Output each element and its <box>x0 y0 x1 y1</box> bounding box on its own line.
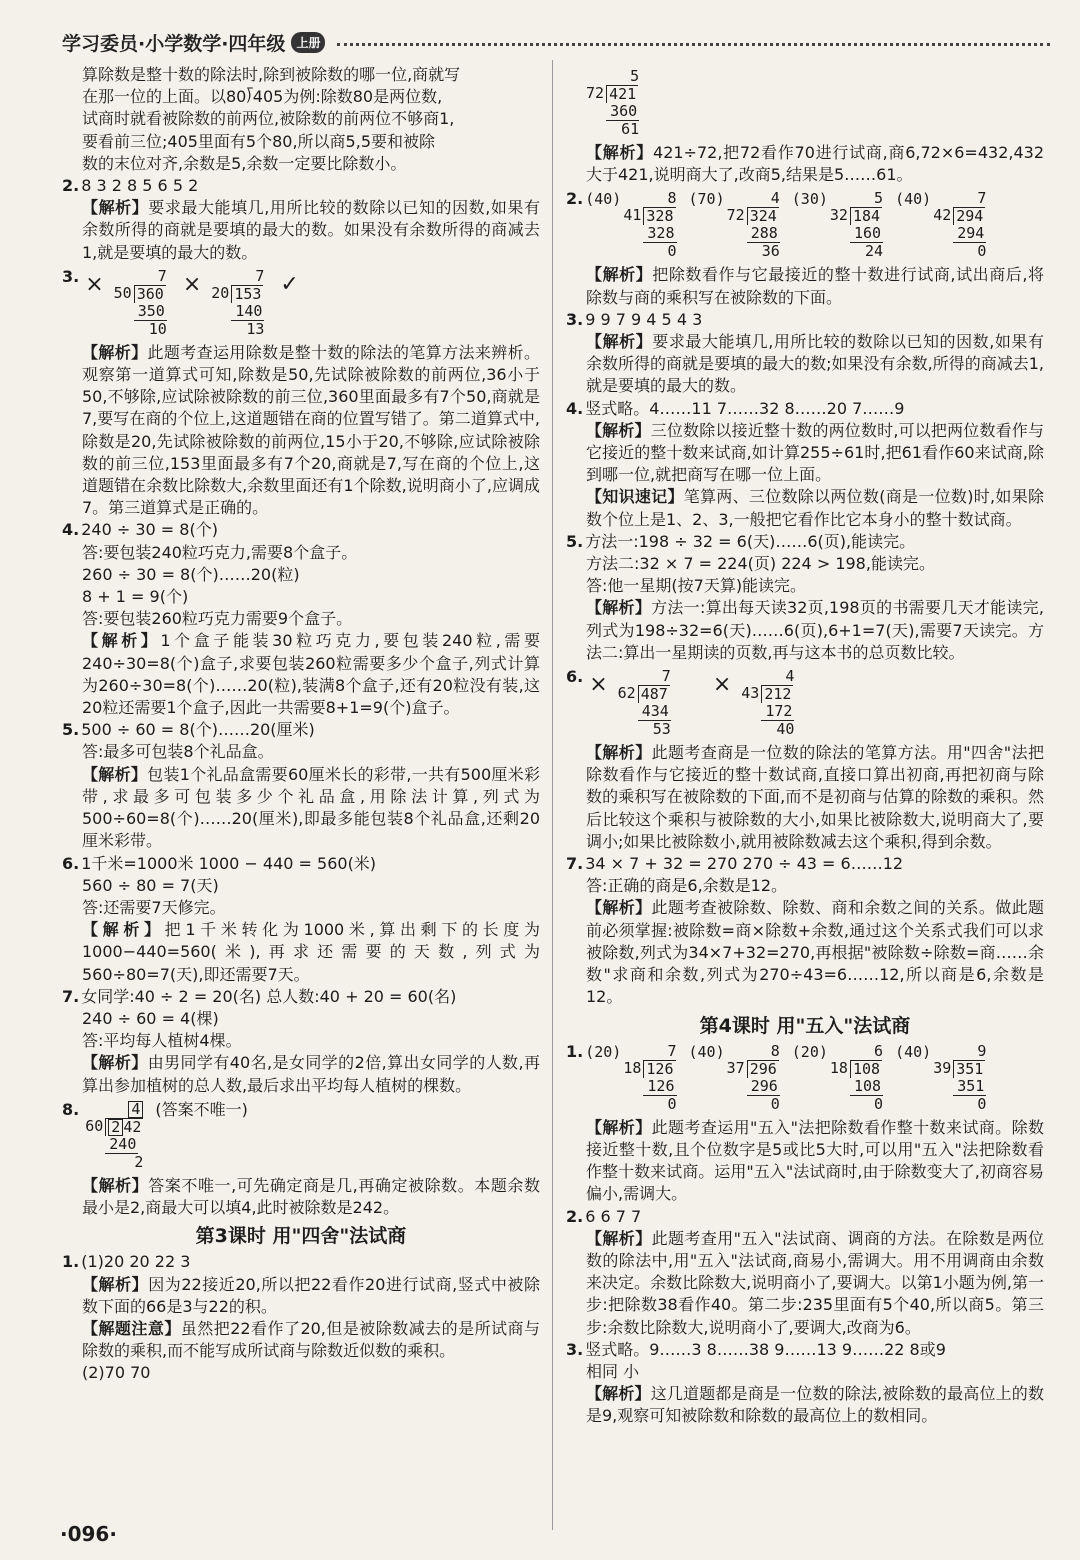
question-7 <box>62 986 540 1008</box>
question-number: 8. <box>62 1099 80 1119</box>
analysis <box>566 597 1044 664</box>
analysis <box>62 764 540 853</box>
wrong-mark: × <box>712 672 732 698</box>
intro-line: 要看前三位;405里面有5个80,所以商5,5要和被除 <box>82 131 436 151</box>
analysis-tag: 【解析】 <box>586 1228 652 1248</box>
divisor: 62 <box>617 684 636 703</box>
analysis-text: 答案不唯一,可先确定商是几,再确定被除数。本题余数最小是2,商最大可以填4,此时被除数是242。 <box>82 1175 540 1217</box>
question-4 <box>62 519 540 541</box>
remainder: 13 <box>246 319 265 338</box>
quotient: 4 <box>770 189 780 208</box>
analysis-text: 此题考查运用"五入"法把除数看作整十数来试商。除数接近整十数,且个位数字是5或比5大时,可以用"五入"法把除数看作整十数来试商。运用"五入"法试商时,由于除数变大了,初商容易偏小,需调大。 <box>586 1117 1044 1204</box>
question-4 <box>566 398 1044 420</box>
analysis <box>62 1175 540 1219</box>
question-number: 4. <box>62 520 80 540</box>
analysis-tag: 【解析】 <box>82 631 161 651</box>
analysis <box>566 1228 1044 1339</box>
analysis-text: 把除数看作与它最接近的整十数进行试商,试出商后,将除数与商的乘积写在被除数的下面。 <box>586 265 1044 307</box>
question-2 <box>566 188 1044 262</box>
answer: 竖式略。9……3 8……38 9……13 9……22 8或9 <box>585 1339 946 1359</box>
column-divider <box>552 60 553 1530</box>
answer: (1)20 20 22 3 <box>81 1252 191 1272</box>
analysis <box>566 331 1044 398</box>
divisor: 32 <box>829 206 848 225</box>
answer-line: 女同学:40 ÷ 2 = 20(名) 总人数:40 + 20 = 60(名) <box>81 986 457 1006</box>
analysis-tag: 【解析】 <box>82 198 149 218</box>
estimate-hint: (40) <box>585 190 622 209</box>
analysis <box>62 197 540 264</box>
answer-line: 答:要包装260粒巧克力需要9个盒子。 <box>82 609 353 629</box>
remainder: 40 <box>776 720 795 739</box>
dividend: 212 <box>761 685 793 703</box>
question-number: 7. <box>62 986 80 1006</box>
question-number: 3. <box>566 1339 584 1359</box>
analysis-tag: 【解析】 <box>586 143 654 162</box>
long-division <box>85 1101 143 1171</box>
analysis-tag: 【解析】 <box>586 898 652 918</box>
long-division <box>933 1043 986 1113</box>
product: 288 <box>747 225 780 243</box>
product: 296 <box>747 1078 780 1096</box>
quotient: 7 <box>255 266 265 285</box>
analysis <box>566 1117 1044 1206</box>
analysis-tag: 【解析】 <box>82 764 148 784</box>
divisor: 20 <box>211 283 230 302</box>
product: 350 <box>134 303 167 321</box>
product: 434 <box>638 703 671 721</box>
question-number: 5. <box>62 720 80 740</box>
dividend: 42 <box>123 1117 142 1136</box>
dividend: 126 <box>643 1060 675 1078</box>
analysis-tag: 【解析】 <box>82 1274 149 1294</box>
analysis-tag: 【解析】 <box>586 265 653 285</box>
analysis-tag: 【解析】 <box>82 342 148 362</box>
analysis-text: 此题考查用"五入"法试商、调商的方法。在除数是两位数的除法中,用"五入"法试商,商易小,需调大。用不用调商由余数来决定。余数比除数大,说明商小了,要调大。以第1小题为例,第一步:把除数38看作40。第二步:235里面有5个40,所以商5。第三步:余数比除数大,说明商小了,要调大,改商为6。 <box>586 1228 1044 1337</box>
analysis-text: 此题考查被除数、除数、商和余数之间的关系。做此题前必须掌握:被除数=商×除数+余数,通过这个关系式我们可以求被除数,列式为34×7+32=270,再根据"被除数÷除数=商……余数"求商和余数,列式为270÷43=6……12,所以商是6,余数是12。 <box>586 898 1044 1007</box>
analysis-text: 要求最大能填几,用所比较的数除以已知的因数,如果有余数所得的商就是要填的最大的数。如果没有余数所得的商减去1,就是要填的最大的数。 <box>82 198 540 262</box>
analysis <box>62 1052 540 1096</box>
analysis <box>62 630 540 719</box>
long-division <box>741 668 794 738</box>
long-division <box>830 190 883 260</box>
analysis-tag: 【解析】 <box>82 1175 149 1195</box>
estimate-hint: (20) <box>791 1042 828 1061</box>
dividend: 360 <box>134 285 166 303</box>
volume-badge: 上册 <box>291 32 325 53</box>
divisor: 37 <box>726 1058 745 1077</box>
quotient: 7 <box>661 667 671 686</box>
product: 172 <box>761 703 794 721</box>
question-7 <box>566 853 1044 875</box>
header-dotted-rule <box>337 43 1050 46</box>
question-number: 5. <box>566 531 584 551</box>
divisor: 72 <box>586 84 605 102</box>
quotient: 9 <box>977 1041 987 1060</box>
quotient: 8 <box>770 1041 780 1060</box>
analysis-text: 这几道题都是商是一位数的除法,被除数的最高位上的数是9,观察可知被除数和除数的最高位上的数相同。 <box>586 1384 1044 1426</box>
intro-line: 数的末位对齐,余数是5,余数一定要比除数小。 <box>82 153 407 173</box>
remainder: 36 <box>761 242 780 261</box>
divisor: 18 <box>829 1058 848 1077</box>
dividend: 421 <box>606 85 638 103</box>
answer: 8 3 2 8 5 6 5 2 <box>81 176 199 196</box>
dividend: 184 <box>850 207 882 225</box>
question-3 <box>62 266 540 340</box>
question-3 <box>566 309 1044 331</box>
answer-line: 260 ÷ 30 = 8(个)……20(粒) <box>82 564 300 584</box>
quotient-box: 4 <box>128 1101 143 1118</box>
note-tag: 【解题注意】 <box>82 1318 181 1338</box>
product: 294 <box>953 225 986 243</box>
divisor: 42 <box>933 206 952 225</box>
question-number: 2. <box>62 176 80 196</box>
left-column <box>62 64 540 1385</box>
note-tag: 【知识速记】 <box>586 487 684 507</box>
section-title: 第3课时 用"四舍"法试商 <box>195 1225 407 1248</box>
section-title: 第4课时 用"五入"法试商 <box>699 1014 911 1037</box>
divisor: 18 <box>623 1058 642 1077</box>
analysis-tag: 【解析】 <box>586 1117 652 1137</box>
dividend: 328 <box>643 207 675 225</box>
long-division <box>623 190 676 260</box>
wrong-mark: × <box>85 271 104 297</box>
quotient: 6 <box>874 1041 884 1060</box>
intro-paragraph <box>62 64 540 175</box>
s4-question-3 <box>566 1339 1044 1361</box>
quotient: 5 <box>874 189 884 208</box>
question-number: 4. <box>566 398 584 418</box>
question-number: 7. <box>566 854 584 874</box>
book-title: 学习委员·小学数学·四年级 <box>62 32 286 55</box>
answer-line: 方法一:198 ÷ 32 = 6(天)……6(页),能读完。 <box>585 531 916 551</box>
analysis-text: 要求最大能填几,用所比较的数除以已知的因数,如果有余数所得的商就是要填的最大的数;如果没有余数,所得的商减去1,就是要填的最大的数。 <box>586 332 1044 396</box>
quotient: 4 <box>785 667 795 686</box>
analysis-tag: 【解析】 <box>586 743 652 763</box>
analysis-text: 1个盒子能装30粒巧克力,要包装240粒,需要240÷30=8(个)盒子,求要包装260粒需要多少个盒子,列式计算为260÷30=8(个)……20(粒),装满8个盒子,还有20粒没有装,这20粒还需要1个盒子,因此一共需要8+1=9(个)盒子。 <box>82 631 540 718</box>
question-number: 6. <box>62 853 80 873</box>
question-number: 1. <box>62 1252 80 1272</box>
analysis-text: 由男同学有40名,是女同学的2倍,算出女同学的人数,再算出参加植树的总人数,最后求出平均每人植树的棵数。 <box>82 1053 540 1095</box>
long-division <box>727 190 780 260</box>
answer-line: 答:平均每人植树4棵。 <box>82 1031 242 1051</box>
quotient: 5 <box>630 67 640 85</box>
analysis-text: 把1千米转化为1000米,算出剩下的长度为1000−440=560(米),再求还需要的天数,列式为560÷80=7(天),即还需要7天。 <box>82 920 540 984</box>
remainder: 24 <box>865 242 884 261</box>
question-6 <box>62 853 540 875</box>
dividend: 351 <box>953 1060 985 1078</box>
analysis-text: 方法一:算出每天读32页,198页的书需要几天才能读完,列式为198÷32=6(天)……6(页),6+1=7(天),需要7天读完。方法二:算出一星期读的页数,再与这本书的总页数比较。 <box>586 598 1044 662</box>
answer: 6 6 7 7 <box>585 1206 642 1226</box>
product: 240 <box>105 1136 138 1154</box>
analysis <box>566 420 1044 487</box>
analysis-tag: 【解析】 <box>586 332 653 352</box>
analysis-text: 因为22接近20,所以把22看作20进行试商,竖式中被除数下面的66是3与22的积。 <box>82 1274 540 1316</box>
s4-question-1 <box>566 1041 1044 1115</box>
question-number: 1. <box>566 1041 584 1061</box>
remainder: 0 <box>874 1094 884 1113</box>
question-number: 6. <box>566 667 584 687</box>
divisor: 41 <box>623 206 642 225</box>
answer-line: 答:最多可包装8个礼品盒。 <box>82 742 274 762</box>
analysis <box>566 264 1044 308</box>
dividend: 296 <box>747 1060 779 1078</box>
product: 108 <box>850 1078 883 1096</box>
analysis-text: 此题考查商是一位数的除法的笔算方法。用"四舍"法把除数看作与它接近的整十数试商,直接口算出初商,再把初商与除数的乘积写在被除数的下面,而不是初商与估算的除数的乘积。然后比较这个乘积与被除数的大小,如果比被除数大,说明商大了,要调小;如果比被除数小,就用被除数减去这个乘积,得到余数。 <box>586 743 1044 851</box>
divisor: 43 <box>741 684 760 703</box>
division-carry-over <box>566 66 1044 140</box>
remainder: 0 <box>977 242 987 261</box>
answer-line: 560 ÷ 80 = 7(天) <box>82 875 219 895</box>
estimate-hint: (20) <box>585 1042 622 1061</box>
product: 160 <box>850 225 883 243</box>
answer-line: 答:正确的商是6,余数是12。 <box>586 876 788 896</box>
estimate-hint: (40) <box>895 190 932 209</box>
analysis-tag: 【解析】 <box>586 1384 651 1404</box>
remainder: 10 <box>148 319 167 338</box>
analysis <box>566 1383 1044 1427</box>
estimate-hint: (40) <box>688 1042 725 1061</box>
long-division <box>830 1043 883 1113</box>
analysis-text: 包装1个礼品盒需要60厘米长的彩带,一共有500厘米彩带,求最多可包装多少个礼品盒,用除法计算,列式为500÷60=8(个)……20(厘米),即最多能包装8个礼品盒,还剩20厘米彩带。 <box>82 764 540 851</box>
wrong-mark: × <box>182 271 202 297</box>
question-number: 3. <box>566 309 584 329</box>
analysis <box>566 742 1044 853</box>
answer-line: 答:他一星期(按7天算)能读完。 <box>586 576 807 596</box>
note-block <box>62 1318 540 1362</box>
long-division <box>114 268 167 338</box>
dividend: 294 <box>953 207 985 225</box>
answer: 相同 小 <box>586 1361 640 1381</box>
remainder: 0 <box>977 1094 987 1113</box>
analysis <box>62 342 540 520</box>
wrong-mark: × <box>589 672 608 698</box>
intro-line: 在那一位的上面。以80⟌405为例:除数80是两位数, <box>82 87 443 107</box>
estimate-hint: (40) <box>895 1042 932 1061</box>
note: (答案不唯一) <box>155 1099 248 1119</box>
quotient: 7 <box>667 1041 677 1060</box>
answer-line: 240 ÷ 60 = 4(棵) <box>82 1008 219 1028</box>
answer-line: 答:要包装240粒巧克力,需要8个盒子。 <box>82 542 358 562</box>
product: 351 <box>953 1078 986 1096</box>
question-number: 2. <box>566 1206 584 1226</box>
quotient: 7 <box>157 266 167 285</box>
product: 360 <box>606 103 639 121</box>
dividend: 324 <box>747 207 779 225</box>
estimate-hint: (30) <box>791 190 828 209</box>
answer-line: 答:还需要7天修完。 <box>82 897 226 917</box>
analysis <box>62 1274 540 1318</box>
page-number: ·096· <box>60 1522 117 1546</box>
long-division <box>211 268 264 338</box>
s3-question-1 <box>62 1251 540 1273</box>
question-number: 3. <box>62 266 80 286</box>
answer: 竖式略。4……11 7……32 8……20 7……9 <box>585 398 905 418</box>
remainder: 0 <box>770 1094 780 1113</box>
product: 140 <box>231 303 264 321</box>
dividend: 487 <box>638 685 670 703</box>
estimate-hint: (70) <box>688 190 725 209</box>
dividend: 108 <box>850 1060 882 1078</box>
remainder: 0 <box>667 242 677 261</box>
analysis-text: 三位数除以接近整十数的两位数时,可以把两位数看作与它接近的整十数来试商,如计算255÷61时,把61看作60来试商,除到哪一位,就把商写在哪一位上面。 <box>586 420 1044 485</box>
intro-line: 试商时就看被除数的前两位,被除数的前两位不够商1, <box>82 109 455 129</box>
intro-line: 算除数是整十数的除法时,除到被除数的哪一位,商就写 <box>82 65 461 84</box>
divisor: 72 <box>726 206 745 225</box>
long-division <box>623 1043 676 1113</box>
analysis-tag: 【解析】 <box>586 598 652 618</box>
quotient: 8 <box>667 189 677 208</box>
answer: (2)70 70 <box>82 1363 151 1383</box>
analysis-text: 此题考查运用除数是整十数的除法的笔算方法来辨析。观察第一道算式可知,除数是50,先试除被除数的前两位,36小于50,不够除,应试除被除数的前三位,360里面最多有7个50,商就是7,要写在商的个位上,这道题错在商的位置写错了。第二道算式中,除数是20,先试除被除数的前两位,15小于20,不够除,应试除被除数的前三位,153里面最多有7个20,商就是7,写在商的个位上,这道题错在余数比除数大,余数里面还有1个除数,说明商小了,应调成7。第三道算式是正确的。 <box>82 342 540 518</box>
long-division <box>618 668 671 738</box>
analysis <box>62 919 540 986</box>
question-2 <box>62 175 540 197</box>
s4-question-2 <box>566 1206 1044 1228</box>
question-6 <box>566 666 1044 740</box>
dividend-box: 2 <box>108 1119 123 1136</box>
question-number: 2. <box>566 189 584 209</box>
analysis-tag: 【解析】 <box>82 920 165 940</box>
remainder: 61 <box>621 120 640 138</box>
analysis-tag: 【解析】 <box>586 420 651 440</box>
note-text: 虽然把22看作了20,但是被除数减去的是所试商与除数的乘积,而不能写成所试商与除数近似数的乘积。 <box>82 1318 540 1361</box>
answer-line: 8 + 1 = 9(个) <box>82 587 189 607</box>
answer-line: 1千米=1000米 1000 − 440 = 560(米) <box>81 853 377 873</box>
answer: 9 9 7 9 4 5 4 3 <box>585 309 703 329</box>
answer-line: 方法二:32 × 7 = 224(页) 224 > 198,能读完。 <box>586 554 935 574</box>
question-5 <box>62 719 540 741</box>
question-5 <box>566 531 1044 553</box>
answer-line: 500 ÷ 60 = 8(个)……20(厘米) <box>81 720 315 740</box>
answer-line: 240 ÷ 30 = 8(个) <box>81 520 218 540</box>
analysis-text: 421÷72,把72看作70进行试商,商6,72×6=432,432大于421,说明商大了,改商5,结果是5……61。 <box>586 143 1044 185</box>
page-header <box>62 24 1050 60</box>
long-division <box>933 190 986 260</box>
remainder: 0 <box>667 1094 677 1113</box>
check-mark: ✓ <box>280 271 299 297</box>
quotient: 7 <box>977 189 987 208</box>
divisor: 39 <box>933 1058 952 1077</box>
knowledge-note <box>566 486 1044 530</box>
analysis <box>566 142 1044 186</box>
question-8 <box>62 1099 540 1173</box>
analysis-tag: 【解析】 <box>82 1053 148 1073</box>
remainder: 53 <box>652 720 671 739</box>
product: 126 <box>643 1078 676 1096</box>
divisor: 60 <box>85 1116 104 1135</box>
note-text: 笔算两、三位数除以两位数(商是一位数)时,如果除数个位上是1、2、3,一般把它看作比它本身小的整十数试商。 <box>586 487 1044 529</box>
dividend: 153 <box>231 285 263 303</box>
divisor: 50 <box>113 283 132 302</box>
analysis <box>566 897 1044 1008</box>
answer-line: 34 × 7 + 32 = 270 270 ÷ 43 = 6……12 <box>585 854 904 874</box>
long-division <box>727 1043 780 1113</box>
remainder: 2 <box>134 1152 144 1171</box>
product: 328 <box>643 225 676 243</box>
long-division <box>586 68 639 138</box>
right-column <box>566 64 1044 1428</box>
